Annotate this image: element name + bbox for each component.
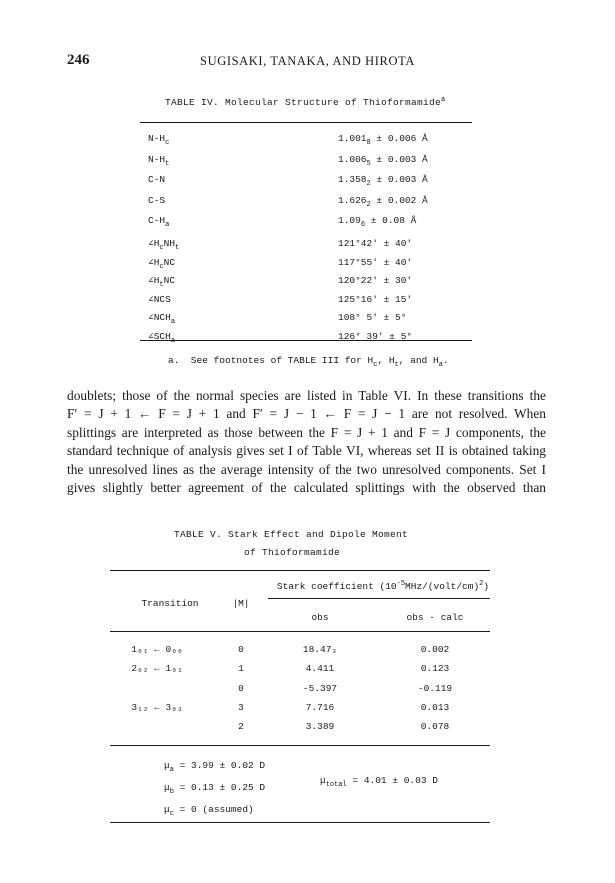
table-v-col-obs-calc: obs - calc bbox=[406, 612, 464, 623]
angle-label: $\angle SCH_a$ bbox=[148, 330, 176, 345]
transition-cell: 3₁₂ ← 3₀₃ bbox=[131, 701, 183, 713]
table-iv-top-rule bbox=[140, 122, 472, 123]
angle-value: 125°16′ ± 15′ bbox=[338, 293, 413, 305]
angle-label: ∠NCS bbox=[148, 293, 171, 305]
table-v-caption: TABLE V. Stark Effect and Dipole Moment bbox=[174, 529, 409, 540]
mu-total: $\mu_{total} = 4.01 \pm 0.03$ D bbox=[320, 775, 438, 789]
table-v-col-obs: obs bbox=[311, 612, 329, 623]
obs-calc-cell: 0.123 bbox=[420, 663, 450, 675]
table-v-top-rule bbox=[110, 570, 490, 571]
transition-cell: 2₀₂ ← 1₀₁ bbox=[131, 663, 183, 675]
obs-cell: 7.716 bbox=[305, 701, 335, 713]
dipole-components bbox=[164, 757, 265, 823]
table-iv-caption-text: TABLE IV. Molecular Structure of Thioformamide bbox=[165, 97, 442, 109]
obs-calc-cell: -0.119 bbox=[417, 682, 453, 694]
obs-cell: 18.47₃ bbox=[302, 644, 338, 655]
angle-value: 117°55′ ± 40′ bbox=[338, 256, 413, 268]
table-v-bottom-rule bbox=[110, 822, 490, 823]
page-number: 246 bbox=[67, 52, 90, 68]
obs-cell: 3.389 bbox=[305, 721, 335, 733]
table-v-col-transition: Transition bbox=[141, 598, 199, 609]
table-iv-caption bbox=[165, 96, 446, 108]
obs-calc-cell: 0.013 bbox=[420, 701, 450, 713]
obs-cell: 4.411 bbox=[305, 663, 335, 675]
obs-calc-cell: 0.002 bbox=[420, 644, 450, 655]
body-line: splittings are interpreted as those between the F = J + 1 and F = J components, the bbox=[67, 424, 546, 440]
angle-label: $\angle H_cNH_t$ bbox=[148, 238, 180, 252]
body-text bbox=[67, 387, 546, 497]
m-cell: 0 bbox=[238, 644, 244, 655]
bond-label: $N-H_c$ bbox=[148, 133, 170, 147]
bond-label: $C-H_a$ bbox=[148, 215, 170, 229]
table-v-mid-rule bbox=[110, 745, 490, 746]
table-v-caption-line-2: of Thioformamide bbox=[244, 547, 341, 558]
bond-value: $1.626_2 \pm 0.002$ Å bbox=[338, 194, 428, 209]
table-v-header-rule bbox=[110, 631, 490, 632]
angle-label: $\angle H_tNC$ bbox=[148, 275, 176, 289]
table-iv-caption-sup: a bbox=[441, 96, 446, 104]
body-line: standard technique of analysis gives set I of Table VI, whereas set II is obtained taking bbox=[67, 443, 546, 459]
angle-value: 126° 39′ ± 5° bbox=[338, 330, 413, 342]
table-v-group-rule bbox=[268, 598, 490, 599]
bond-label: C-S bbox=[148, 194, 166, 206]
mu-b: $\mu_b = 0.13 \pm 0.25$ D bbox=[164, 782, 266, 796]
body-line: gives slightly better agreement of the calculated splittings with the observed than bbox=[67, 480, 546, 496]
angle-value: 108° 5′ ± 5° bbox=[338, 312, 407, 323]
mu-c: $\mu_c = 0$ (assumed) bbox=[164, 804, 254, 818]
body-line: doublets; those of the normal species are listed in Table VI. In these transitions the bbox=[67, 388, 546, 403]
body-line: F′ = J + 1 ← F = J + 1 and F′ = J − 1 ← F = J − 1 are not resolved. When bbox=[67, 406, 546, 422]
body-line: the unresolved lines as the average intensity of the two unresolved components. Set I bbox=[67, 461, 546, 477]
running-head: SUGISAKI, TANAKA, AND HIROTA bbox=[200, 54, 415, 68]
bond-value: $1.358_2 \pm 0.003$ Å bbox=[338, 174, 428, 188]
obs-cell: -5.397 bbox=[302, 682, 338, 694]
table-iv-bottom-rule bbox=[140, 340, 472, 341]
angle-label: $\angle NCH_a$ bbox=[148, 312, 176, 326]
m-cell: 0 bbox=[238, 682, 244, 694]
m-cell: 1 bbox=[238, 663, 244, 675]
bond-value: $1.006_5 \pm 0.003$ Å bbox=[338, 153, 428, 168]
table-iv-footnote: a. See footnotes of TABLE III for $H_c$, $H_t$, and $H_a$. bbox=[168, 355, 449, 369]
m-cell: 2 bbox=[238, 721, 244, 733]
bond-value: $1.09_6 \pm 0.08$ Å bbox=[338, 215, 417, 229]
obs-calc-cell: 0.078 bbox=[420, 721, 450, 733]
mu-a: $\mu_a = 3.99 \pm 0.02$ D bbox=[164, 760, 266, 774]
bond-label: C-N bbox=[148, 174, 166, 185]
angle-value: 121°42′ ± 40′ bbox=[338, 238, 413, 249]
m-cell: 3 bbox=[238, 701, 244, 713]
table-v-group-header: Stark coefficient $(10^{-5}MHz/(volt/cm)^2)$ bbox=[276, 580, 490, 593]
angle-label: $\angle H_cNC$ bbox=[148, 256, 176, 271]
bond-value: $1.001_8 \pm 0.006$ Å bbox=[338, 133, 428, 147]
bond-label: $N-H_t$ bbox=[148, 153, 170, 168]
angle-value: 120°22′ ± 30′ bbox=[338, 275, 413, 286]
transition-cell: 1₀₁ ← 0₀₀ bbox=[131, 644, 183, 655]
table-v-col-m: |M| bbox=[232, 598, 250, 609]
